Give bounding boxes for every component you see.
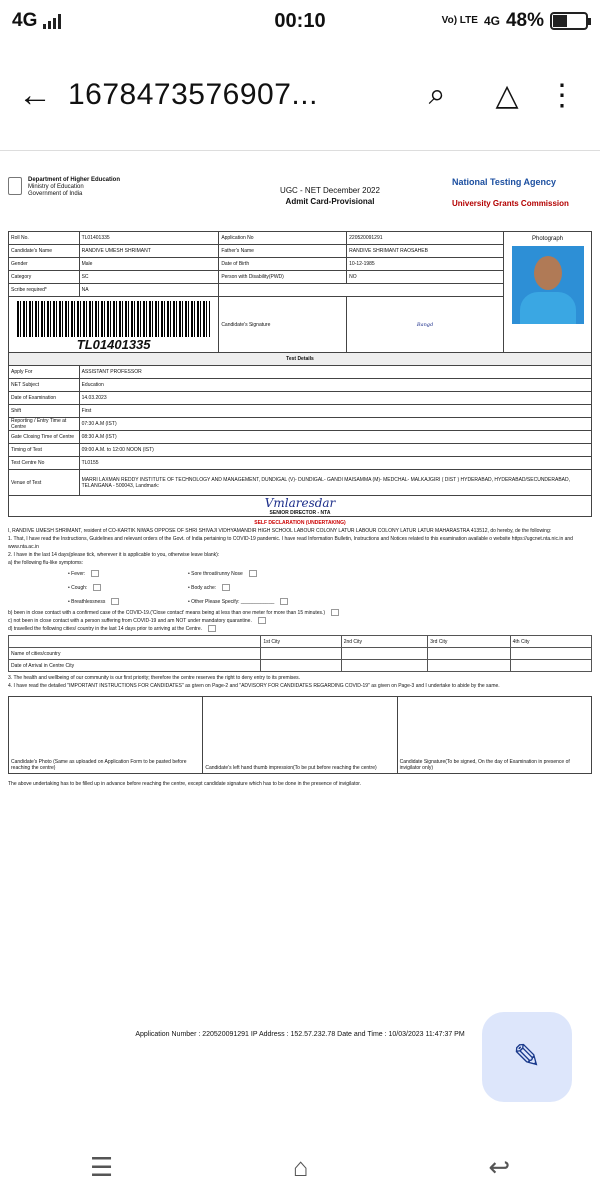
- cell-value: NA: [79, 284, 219, 297]
- checkbox[interactable]: [93, 584, 101, 591]
- ministry-line: Government of India: [28, 191, 83, 197]
- city-cell[interactable]: [261, 660, 341, 672]
- agency-logos: [452, 177, 592, 209]
- cell-label: Application No: [219, 232, 347, 245]
- candidate-table: [8, 231, 592, 517]
- symptom-item: • Sore throat/runny Nose: [188, 570, 308, 578]
- cell-value: Male: [79, 258, 219, 271]
- checkbox[interactable]: [208, 625, 216, 632]
- declaration-point-1: 1. That, I have read the Instructions, Guidelines and relevant orders of the Govt. of India pertaining to COVID-19 pandemic. I have read Information Bulletin, Instructions and Notices related to this examination available o website https://ugcnet.nta.nic.in and www.nta.ac.in: [8, 536, 573, 550]
- city-row-label: Date of Arrival in Centre City: [9, 660, 261, 672]
- cell-label: Shift: [9, 405, 80, 418]
- network-type: 4G: [12, 10, 38, 31]
- battery-icon: [550, 12, 588, 30]
- city-header: 3rd City: [428, 636, 510, 648]
- city-header: 4th City: [510, 636, 591, 648]
- symptom-item: • Body ache:: [188, 584, 308, 592]
- symptom-label: Other Please Specify: ____________: [191, 599, 275, 605]
- test-details-heading: Test Details: [9, 353, 592, 366]
- symptom-item: • Breathlessness: [68, 598, 188, 606]
- director-signature-cell: [9, 496, 592, 517]
- signature-box: Candidate Signature(To be signed, On the day of Examination in presence of invigilator only): [399, 759, 570, 771]
- network-type-2: 4G: [483, 14, 500, 28]
- search-document-icon[interactable]: ⌕: [428, 78, 446, 111]
- declaration-d-text: d) travelled the following cities/ country in the last 14 days prior to arriving at the Centre.: [8, 626, 202, 632]
- declaration-point-2a: a) the following flu-like symptoms:: [8, 560, 84, 566]
- cell-label: Father's Name: [219, 245, 347, 258]
- cell-value: 10-12-1985: [347, 258, 504, 271]
- nta-logo: National Testing Agency: [452, 177, 557, 187]
- city-cell[interactable]: [428, 648, 510, 660]
- declaration-point-3: 3. The health and wellbeing of our community is our first priority; therefore the centre reserves the right to deny entry to its premises.: [8, 675, 300, 681]
- clock: 00:10: [274, 9, 326, 32]
- ugc-logo: University Grants Commission: [452, 199, 569, 208]
- barcode: [17, 301, 210, 337]
- city-cell[interactable]: [341, 660, 428, 672]
- cell-label: Date of Birth: [219, 258, 347, 271]
- cell-value: TL01401335: [79, 232, 219, 245]
- blank-cell: [219, 284, 504, 297]
- cell-value: Education: [79, 379, 591, 392]
- checkbox[interactable]: [222, 584, 230, 591]
- document-title: 1678473576907...: [68, 78, 318, 111]
- admit-card-header: [0, 151, 600, 231]
- checkbox[interactable]: [111, 598, 119, 605]
- declaration-c: [8, 617, 592, 625]
- annotate-fab[interactable]: [482, 1012, 572, 1102]
- cell-label: Venue of Test: [9, 470, 80, 496]
- cities-table: [8, 635, 592, 672]
- cell-value: NO: [347, 271, 504, 284]
- symptom-label: Cough:: [71, 585, 88, 591]
- app-toolbar: [0, 50, 600, 140]
- venue-value: MARRI LAXMAN REDDY INSTITUTE OF TECHNOLOGY AND MANAGEMENT, DUNDIGAL (V)- DUNDIGAL- GANDI MAISAMMA (M)- MEDCHAL- MALKAJGIRI ( DIST ) HYDERABAD, HYDERABAD/SECUNDERABAD, TELANGANA - 500043, Landmark:: [79, 470, 591, 496]
- declaration-intro: I, RANDIVE UMESH SHRIMANT, resident of CO-KARTIK NIWAS OPPOSE OF SHRI SHIVAJI VIDHYAMANDIR HIGH SCHOOL LABOUR COLONY LATUR LABOUR COLONY LATUR LATUR MAHARASTRA 413512, do hereby, de the following:: [8, 528, 552, 534]
- more-options-icon[interactable]: ⋮: [547, 78, 577, 112]
- city-header: 2nd City: [341, 636, 428, 648]
- cell-label: Test Centre No: [9, 457, 80, 470]
- recent-apps-icon[interactable]: ☰: [89, 1152, 114, 1182]
- cell-label: Gender: [9, 258, 80, 271]
- cell-label: Person with Disability(PWD): [219, 271, 347, 284]
- city-header: 1st City: [261, 636, 341, 648]
- photo-cell: [504, 232, 592, 353]
- declaration-c-text: c) not been in close contact with a person suffering from COVID-19 and am NOT under mandatory quarantine.: [8, 618, 252, 624]
- city-cell[interactable]: [510, 648, 591, 660]
- checkbox[interactable]: [249, 570, 257, 577]
- declaration-point-4: 4. I have read the detailed "IMPORTANT INSTRUCTIONS FOR CANDIDATES" as given on Page-2 and "ADVISORY FOR CANDIDATES REGARDING COVID-19" as given on Page-3 and I undertake to abide by the same.: [8, 683, 500, 689]
- cell-label: Timing of Test: [9, 444, 80, 457]
- checkbox[interactable]: [331, 609, 339, 616]
- barcode-cell: [9, 297, 219, 353]
- cell-value: First: [79, 405, 591, 418]
- back-nav-icon[interactable]: ↩: [488, 1152, 511, 1182]
- signature-label: Candidate's Signature: [219, 297, 347, 353]
- cell-value: TL0155: [79, 457, 591, 470]
- cell-label: Category: [9, 271, 80, 284]
- cell-value: 08:30 A.M (IST): [79, 431, 591, 444]
- battery-percent: 48%: [505, 10, 544, 31]
- cell-label: Reporting / Entry Time at Centre: [9, 418, 80, 431]
- cell-value: 14.03.2023: [79, 392, 591, 405]
- home-icon[interactable]: ⌂: [292, 1152, 309, 1182]
- pen-icon: ✎: [512, 1038, 542, 1076]
- card-title: Admit Card-Provisional: [285, 197, 375, 206]
- checkbox[interactable]: [91, 570, 99, 577]
- symptom-label: Body ache:: [191, 585, 217, 591]
- director-title: SENIOR DIRECTOR - NTA: [269, 510, 331, 516]
- symptom-label: Fever:: [71, 571, 86, 577]
- symptom-label: Breathlessness: [71, 599, 106, 605]
- ministry-line: Department of Higher Education: [28, 177, 121, 183]
- add-to-drive-icon[interactable]: △: [495, 78, 519, 112]
- symptom-list: [8, 570, 308, 606]
- city-cell[interactable]: [261, 648, 341, 660]
- volte-indicator: Vo) LTE: [441, 15, 478, 26]
- symptom-item: • Cough:: [68, 584, 188, 592]
- signal-icon: [43, 13, 61, 29]
- cell-label: Roll No.: [9, 232, 80, 245]
- undertaking-note: The above undertaking has to be filled up in advance before reaching the centre, except candidate signature which has to be done in the presence of invigilator.: [8, 781, 362, 787]
- pdf-page[interactable]: [0, 150, 600, 1060]
- cell-value: ASSISTANT PROFESSOR: [79, 366, 591, 379]
- application-footer: Application Number : 220520091291 IP Address : 152.57.232.78 Date and Time : 10/03/2023 11:47:37 PM: [135, 1031, 465, 1038]
- city-cell[interactable]: [510, 660, 591, 672]
- photo-paste-box: Candidate's Photo (Same as uploaded on Application Form to be pasted before reaching the centre): [9, 697, 203, 773]
- cell-value: RANDIVE UMESH SHRIMANT: [79, 245, 219, 258]
- declaration-point-2: 2. I have in the last 14 days(please tick, wherever it is applicable to you, otherwise leave blank):: [8, 552, 220, 558]
- checkbox[interactable]: [258, 617, 266, 624]
- city-cell[interactable]: [341, 648, 428, 660]
- exam-title: UGC - NET December 2022: [280, 186, 380, 195]
- self-declaration: [0, 517, 600, 692]
- cell-value: SC: [79, 271, 219, 284]
- declaration-d: [8, 625, 592, 633]
- city-header: [9, 636, 261, 648]
- thumb-impression-box: Candidate's left hand thumb impression(To be put before reaching the centre): [203, 697, 397, 773]
- director-signature: Vmlaresdar: [264, 496, 336, 510]
- cell-value: 09:00 A.M. to 12:00 NOON (IST): [79, 444, 591, 457]
- ministry-block: [8, 177, 208, 198]
- cell-value: RANDIVE SHRIMANT RAOSAHEB: [347, 245, 504, 258]
- symptom-item: • Other Please Specify: ____________: [188, 598, 308, 606]
- ministry-line: Ministry of Education: [28, 184, 84, 190]
- symptom-item: • Fever:: [68, 570, 188, 578]
- cell-value: 07:30 A.M (IST): [79, 418, 591, 431]
- city-row-label: Name of cities/country: [9, 648, 261, 660]
- city-cell[interactable]: [428, 660, 510, 672]
- declaration-heading: SELF DECLARATION (UNDERTAKING): [254, 520, 346, 526]
- cell-label: NET Subject: [9, 379, 80, 392]
- barcode-text: TL01401335: [76, 337, 151, 352]
- cell-value: 220520091291: [347, 232, 504, 245]
- cell-label: Gate Closing Time of Centre: [9, 431, 80, 444]
- cell-label: Candidate's Name: [9, 245, 80, 258]
- cell-label: Scribe required*: [9, 284, 80, 297]
- declaration-b-text: b) been in close contact with a confirmed case of the COVID-19.('Close contact' means being at less than one meter for more than 15 minutes.): [8, 610, 326, 616]
- declaration-b: [8, 609, 592, 617]
- national-emblem-icon: [8, 177, 22, 195]
- navigation-bar: [0, 1135, 600, 1200]
- cell-label: Apply For: [9, 366, 80, 379]
- symptom-label: Sore throat/runny Nose: [191, 571, 243, 577]
- status-bar: [0, 0, 600, 42]
- photo-label: Photograph: [531, 236, 564, 242]
- checkbox[interactable]: [280, 598, 288, 605]
- back-arrow-icon[interactable]: ←: [18, 75, 52, 114]
- undertaking-boxes: [8, 696, 592, 774]
- cell-label: Date of Examination: [9, 392, 80, 405]
- candidate-photo: [512, 246, 584, 324]
- candidate-signature: Bangd: [347, 297, 504, 353]
